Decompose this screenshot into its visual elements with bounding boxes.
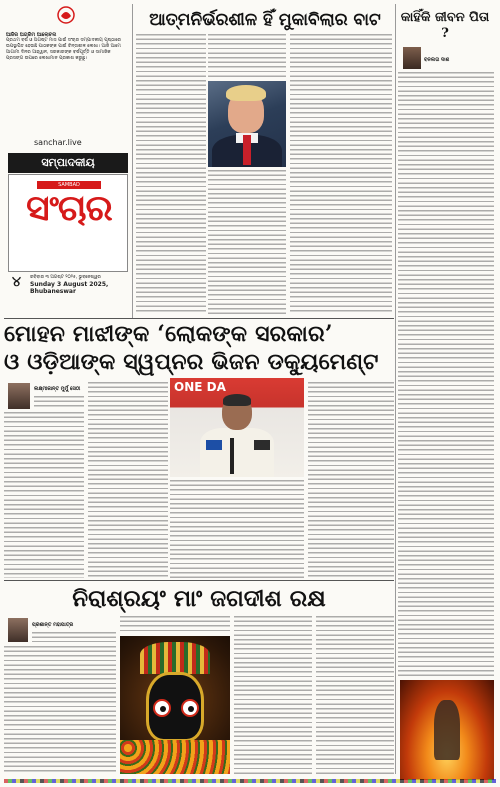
deity-pupil-left	[160, 706, 166, 712]
lead-headline-line1: ମୋହନ ମାଝୀଙ୍କ ‘ଲୋକଙ୍କ ସରକାର’	[4, 321, 333, 347]
top-story-body-col3	[290, 34, 392, 314]
paper-name: ସଂଚାର	[26, 187, 112, 229]
issue-info	[8, 272, 128, 308]
lead-body-col1-top	[34, 396, 84, 410]
right-author-photo	[403, 47, 421, 69]
issue-meta	[30, 274, 126, 295]
photo-hand	[434, 700, 460, 760]
bottom-body-col2-top	[120, 616, 230, 634]
lead-story-byline: ଲକ୍ଷ୍ମୀକାନ୍ତ ମୁର୍ମୁ ସେଠୀ	[34, 386, 81, 392]
lead-story-headline	[4, 320, 394, 378]
top-story-photo	[208, 81, 286, 167]
lead-author-photo	[8, 383, 30, 409]
issue-date: Sunday 3 August 2025,	[30, 281, 109, 288]
photo-hair	[223, 394, 251, 406]
mic-badge-left	[206, 440, 222, 450]
intro-text: ପ୍ରଥମ ବର୍ଷ ଓ ଅଗଷ୍ଟ ମାସ ପାଇଁ ସଂଚାର ସମ୍ପାଦକୀୟ ପୃଷ୍ଠାରେ ଉପସ୍ଥାପିତ ହେଉଛି ପାଠକଙ୍କ ପାଇଁ ଚିନ୍ତାଶୀଳ ଲେଖା। ଆଜି ଆମେ ଆଗାମୀ ଦିନର ଆହ୍ୱାନ, ସରକାରଙ୍କ ବର୍ଷପୂର୍ତ୍ତି ଓ ସାମାଜିକ ପ୍ରସଙ୍ଗ ଉପରେ ଲେଖାମାନ ପ୍ରକାଶ କରୁଛୁ।	[6, 38, 121, 61]
right-story-body	[398, 72, 494, 676]
issue-line: ରବିବାର ୩ ଅଗଷ୍ଟ ୨୦୨୫, ଭୁବନେଶ୍ୱର	[30, 275, 101, 280]
bottom-story-photo	[120, 636, 230, 774]
right-story-photo	[400, 680, 494, 780]
column-divider-right	[395, 4, 396, 774]
column-divider	[132, 4, 133, 318]
paper-tag: SAMBAD	[37, 181, 101, 189]
lead-headline-line2: ଓ ଓଡ଼ିଆଙ୍କ ସ୍ୱପ୍ନର ଭିଜନ ଡକ୍ୟୁମେଣ୍ଟ	[4, 349, 379, 375]
photo-tie	[243, 135, 251, 165]
site-url[interactable]: sanchar.live	[34, 138, 82, 147]
paper-logo	[8, 174, 128, 272]
lead-body-under-photo	[170, 480, 304, 578]
bottom-body-col4	[316, 616, 394, 774]
top-story-body-col2a	[208, 34, 286, 78]
top-story-body-col2b	[208, 170, 286, 314]
deity-pupil-right	[188, 706, 194, 712]
section-rule-bottom	[4, 580, 394, 581]
issue-city: Bhubaneswar	[30, 288, 76, 295]
photo-microphone	[230, 438, 234, 474]
bottom-body-col3	[234, 616, 312, 774]
bottom-body-intro	[32, 632, 116, 642]
lead-body-col4	[308, 382, 394, 578]
top-story-body-col1	[136, 34, 206, 314]
intro-heading: ଆଜିର ଅଗ୍ରିମ ଆଲୋଚନା	[6, 32, 57, 38]
photo-hair	[226, 85, 266, 101]
masthead-intro	[6, 32, 128, 62]
deity-eye-left	[153, 699, 171, 717]
deity-face	[146, 672, 204, 742]
color-registration-strip	[4, 779, 496, 783]
bottom-story-headline: ନିରାଶ୍ରୟଂ ମାଂ ଜଗଦୀଶ ରକ୍ଷ	[72, 585, 326, 612]
right-story-headline: କାହିଁକି ଜୀବନ ପିତା ?	[400, 10, 490, 41]
deity-crown	[140, 642, 210, 674]
masthead	[4, 4, 130, 320]
section-rule	[4, 318, 394, 319]
photo-body	[200, 428, 274, 477]
lead-story-photo	[170, 378, 304, 477]
bottom-story-byline: ପ୍ରଶାନ୍ତ ମହାପାତ୍ର	[32, 622, 74, 628]
lead-body-col2	[88, 382, 168, 578]
issue-number: ୪	[12, 274, 21, 290]
top-story-headline: ଆତ୍ମନିର୍ଭରଶୀଳ ହିଁ ମୁକାବିଲାର ବାଟ	[149, 10, 381, 30]
right-story-byline: ବନଲତା ଦାଶ	[424, 57, 450, 63]
lead-body-col1a	[4, 412, 84, 578]
om-logo-icon	[54, 6, 78, 24]
deity-eye-right	[181, 699, 199, 717]
mic-badge-right	[254, 440, 270, 450]
photo-backdrop-text: ONE DA	[174, 380, 226, 394]
flower-garland	[120, 740, 230, 774]
bottom-body-col1	[4, 646, 116, 774]
bottom-author-photo	[8, 618, 28, 642]
section-label: ସମ୍ପାଦକୀୟ	[8, 153, 128, 173]
